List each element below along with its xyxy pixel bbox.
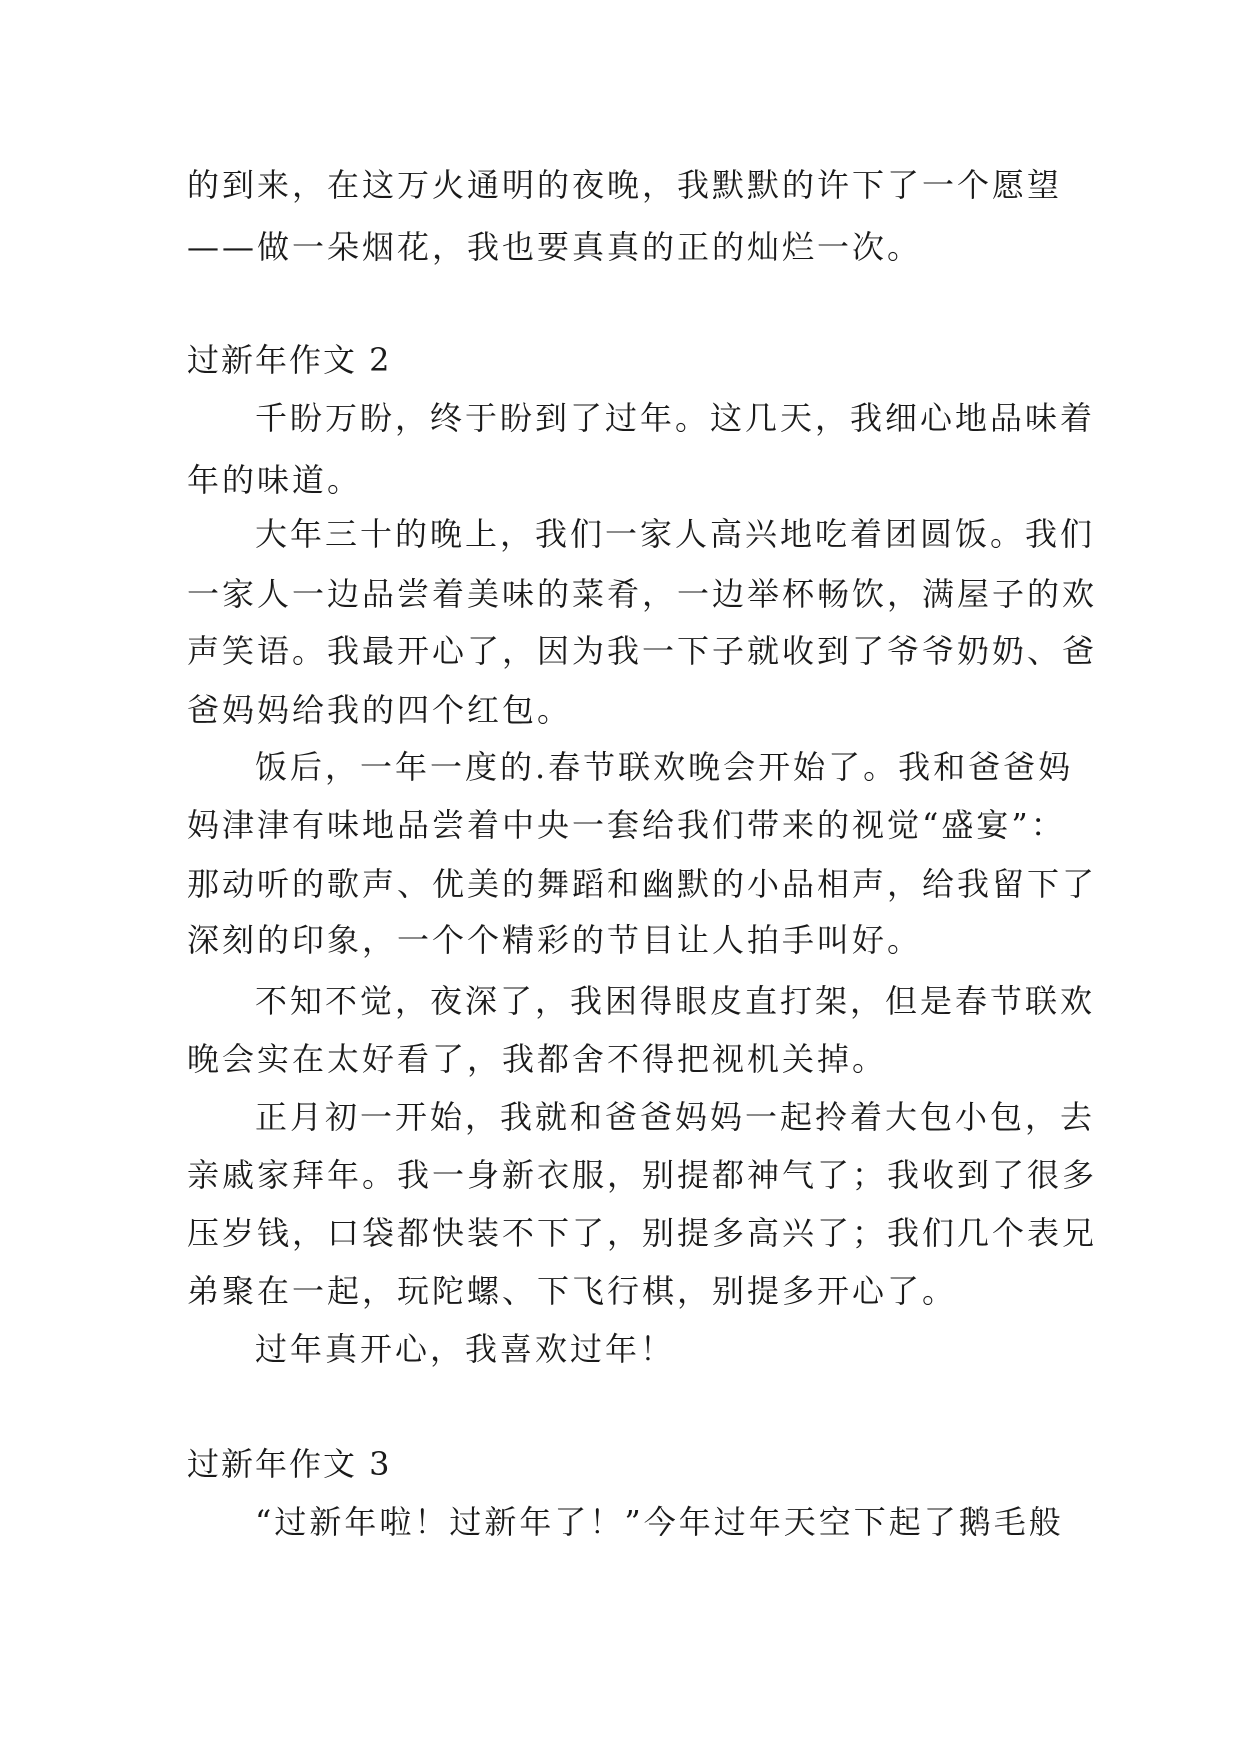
paragraph-line: 亲戚家拜年。我一身新衣服，别提都神气了；我收到了很多 bbox=[187, 1156, 1098, 1194]
paragraph-line: ——做一朵烟花，我也要真真的正的灿烂一次。 bbox=[187, 228, 923, 266]
paragraph-line: 不知不觉，夜深了，我困得眼皮直打架，但是春节联欢 bbox=[255, 982, 1096, 1020]
paragraph-line: 过年真开心，我喜欢过年！ bbox=[255, 1330, 676, 1368]
paragraph-line: 弟聚在一起，玩陀螺、下飞行棋，别提多开心了。 bbox=[187, 1272, 958, 1310]
paragraph-line: 晚会实在太好看了，我都舍不得把视机关掉。 bbox=[187, 1040, 888, 1078]
paragraph-line: 大年三十的晚上，我们一家人高兴地吃着团圆饭。我们 bbox=[255, 515, 1096, 553]
essay-title: 过新年作文 3 bbox=[187, 1445, 392, 1483]
paragraph-line: 年的味道。 bbox=[187, 461, 363, 499]
paragraph-line: 的到来，在这万火通明的夜晚，我默默的许下了一个愿望 bbox=[187, 166, 1063, 204]
paragraph-line: 声笑语。我最开心了，因为我一下子就收到了爷爷奶奶、爸 bbox=[187, 632, 1098, 670]
essay-title: 过新年作文 2 bbox=[187, 341, 392, 379]
paragraph-line: 压岁钱，口袋都快装不下了，别提多高兴了；我们几个表兄 bbox=[187, 1214, 1098, 1252]
paragraph-line: 一家人一边品尝着美味的菜肴，一边举杯畅饮，满屋子的欢 bbox=[187, 575, 1098, 613]
paragraph-line: “过新年啦！过新年了！”今年过年天空下起了鹅毛般 bbox=[255, 1503, 1064, 1541]
paragraph-line: 那动听的歌声、优美的舞蹈和幽默的小品相声，给我留下了 bbox=[187, 865, 1098, 903]
paragraph-line: 妈津津有味地品尝着中央一套给我们带来的视觉“盛宴”： bbox=[187, 806, 1066, 844]
paragraph-line: 深刻的印象，一个个精彩的节目让人拍手叫好。 bbox=[187, 921, 923, 959]
paragraph-line: 千盼万盼，终于盼到了过年。这几天，我细心地品味着 bbox=[255, 399, 1096, 437]
paragraph-line: 饭后，一年一度的.春节联欢晚会开始了。我和爸爸妈 bbox=[255, 748, 1074, 786]
paragraph-line: 正月初一开始，我就和爸爸妈妈一起拎着大包小包，去 bbox=[255, 1098, 1096, 1136]
paragraph-line: 爸妈妈给我的四个红包。 bbox=[187, 691, 573, 729]
